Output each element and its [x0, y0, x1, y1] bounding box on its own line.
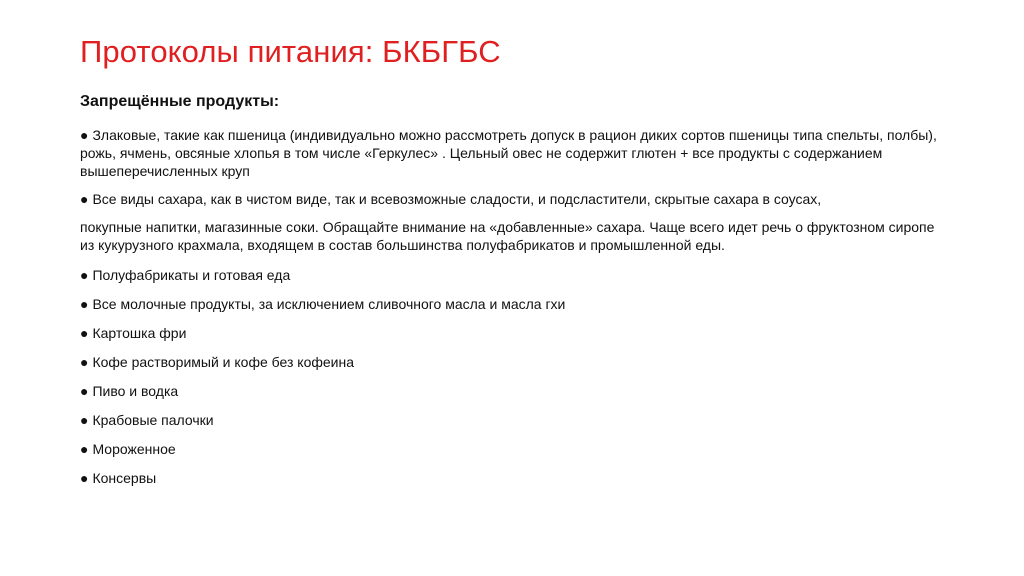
paragraph-grains-text: Злаковые, такие как пшеница (индивидуально можно рассмотреть допуск в рацион диких сортов пшеницы типа спельты, полбы), рожь, ячмень, овсяные хлопья в том числе «Геркулес» . Цельный овес не содержит глютен + все продукты с содержанием вышеперечисленных круп [80, 127, 937, 179]
list-item-text: Мороженное [92, 441, 176, 457]
slide-content [80, 92, 940, 498]
list-item [80, 266, 940, 284]
list-item-text: Консервы [92, 470, 157, 486]
bullet-icon: ● [80, 412, 89, 428]
paragraph-grains [80, 126, 940, 180]
list-item-text: Кофе растворимый и кофе без кофеина [92, 354, 354, 370]
list-item-text: Картошка фри [92, 325, 187, 341]
paragraph-sugar-text: Все виды сахара, как в чистом виде, так и всевозможные сладости, и подсластители, скрытые сахара в соусах, [92, 191, 822, 207]
slide-title: Протоколы питания: БКБГБС [80, 34, 501, 69]
list-item-text: Пиво и водка [92, 383, 179, 399]
list-item [80, 469, 940, 487]
bullet-icon: ● [80, 127, 89, 143]
bullet-icon: ● [80, 296, 89, 312]
paragraph-sugar [80, 190, 940, 208]
list-item [80, 353, 940, 371]
list-item-text: Крабовые палочки [92, 412, 214, 428]
bullet-icon: ● [80, 325, 89, 341]
forbidden-items-list [80, 266, 940, 487]
list-item-text: Все молочные продукты, за исключением сливочного масла и масла гхи [92, 296, 566, 312]
bullet-icon: ● [80, 383, 89, 399]
list-item [80, 440, 940, 458]
bullet-icon: ● [80, 267, 89, 283]
list-item [80, 295, 940, 313]
bullet-icon: ● [80, 441, 89, 457]
list-item [80, 324, 940, 342]
list-item [80, 411, 940, 429]
bullet-icon: ● [80, 191, 89, 207]
bullet-icon: ● [80, 354, 89, 370]
list-item [80, 382, 940, 400]
forbidden-products-heading: Запрещённые продукты: [80, 93, 280, 110]
paragraph-drinks: покупные напитки, магазинные соки. Обращайте внимание на «добавленные» сахара. Чаще всего идет речь о фруктозном сиропе из кукурузного крахмала, входящем в состав большинства полуфабрикатов и промышленной еды. [80, 219, 935, 253]
bullet-icon: ● [80, 470, 89, 486]
list-item-text: Полуфабрикаты и готовая еда [92, 267, 291, 283]
